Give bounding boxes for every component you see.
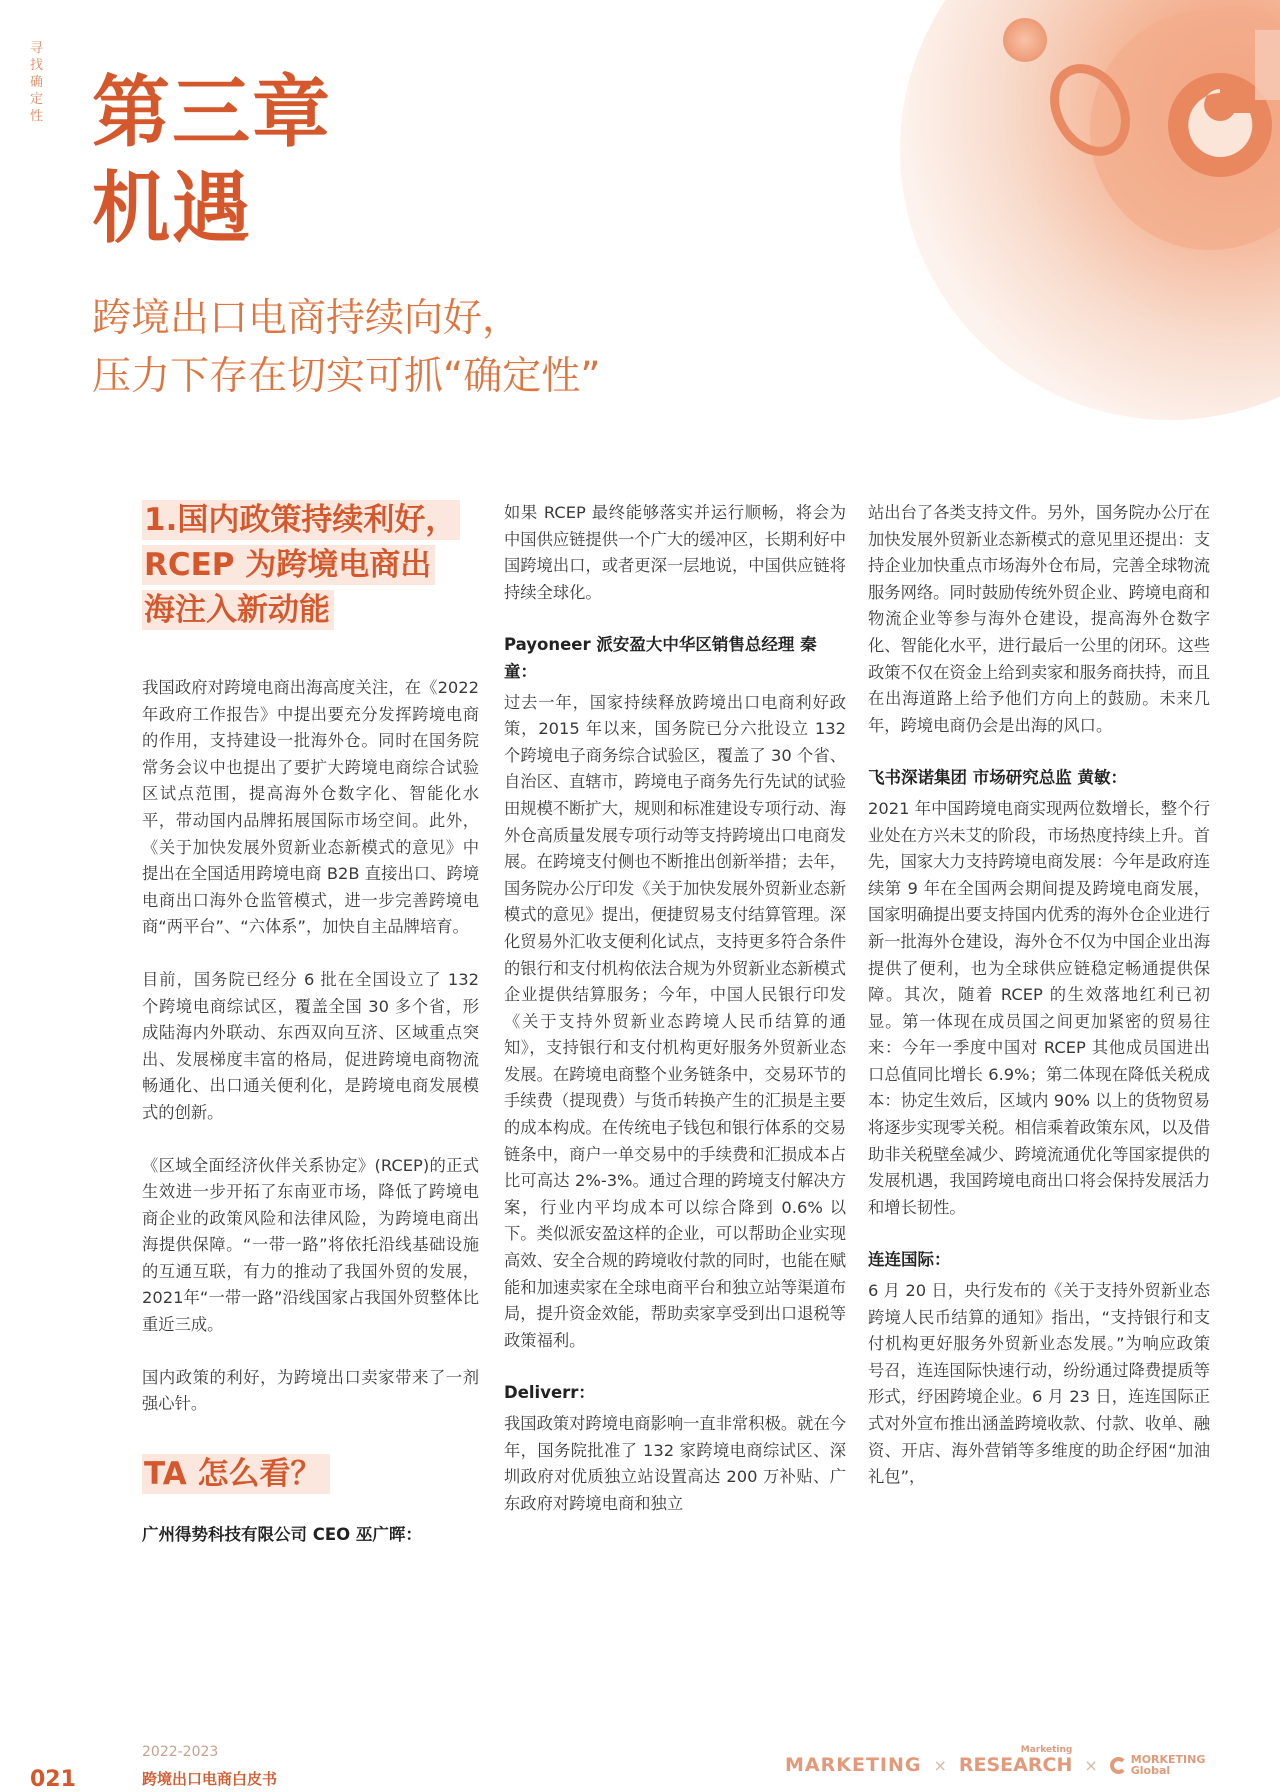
paragraph: 国内政策的利好，为跨境出口卖家带来了一剂强心针。 — [142, 1367, 479, 1414]
footer-year: 2022-2023 — [142, 1744, 219, 1760]
morketing-logo-icon — [1110, 1757, 1127, 1774]
subtitle-line-2: 压力下存在切实可抓“确定性” — [92, 354, 601, 399]
speaker-label: Payoneer 派安盈大中华区销售总经理 秦童： — [504, 635, 817, 681]
paragraph: 目前，国务院已经分 6 批在全国设立了 132 个跨境电商综试区，覆盖全国 30 多个省，形成陆海内外联动、东西双向互济、区域重点突出、发展梯度丰富的格局，促进跨境电商物流畅通化、出口通关便利化，是跨境电商发展模式的创新。 — [142, 969, 479, 1122]
morketing-logo-line-2: Global — [1130, 1764, 1171, 1777]
marketing-logo: MARKETING — [785, 1754, 922, 1776]
decorative-sphere-illustration — [880, 0, 1280, 470]
small-sphere — [1003, 18, 1047, 62]
paragraph: 6 月 20 日，央行发布的《关于支持外贸新业态跨境人民币结算的通知》指出，“支持银行和支付机构更好服务外贸新业态发展。”为响应政策号召，连连国际快速行动，纷纷通过降费提质等形式，纾困跨境企业。6 月 23 日，连连国际正式对外宣布推出涵盖跨境收款、付款、收单、融资、开店、海外营销等多维度的助企纾困“加油礼包”， — [868, 1281, 1210, 1487]
speaker-label: 飞书深诺集团 市场研究总监 黄敏： — [868, 768, 1127, 788]
chapter-subtitle — [92, 290, 600, 406]
morketing-logo-line-1: MORKETING — [1130, 1753, 1206, 1766]
speaker-label: Deliverr： — [504, 1383, 595, 1403]
page-number: 021 — [30, 1767, 76, 1792]
section-heading — [142, 500, 482, 635]
column-2 — [504, 500, 846, 1535]
paragraph: 我国政策对跨境电商影响一直非常积极。就在今年，国务院批准了 132 家跨境电商综试区、深圳政府对优质独立站设置高达 200 万补贴、广东政府对跨境电商和独立 — [504, 1414, 846, 1513]
section-heading-line-3: 海注入新动能 — [142, 590, 334, 630]
speaker-label: 广州得势科技有限公司 CEO 巫广晖： — [142, 1524, 422, 1544]
section-heading-line-1: 1.国内政策持续利好， — [142, 500, 460, 540]
side-tag: 寻找确定性 — [30, 41, 44, 124]
paragraph: 过去一年，国家持续释放跨境出口电商利好政策，2015 年以来，国务院已分六批设立 132 个跨境电子商务综合试验区，覆盖了 30 个省、自治区、直辖市，跨境电子商务先行先试的试验田规模不断扩大，规则和标准建设专项行动、海外仓高质量发展专项行动等支持跨境出口电商发展。在跨境支付侧也不断推出创新举措；去年，国务院办公厅印发《关于加快发展外贸新业态新模式的意见》提出，便捷贸易支付结算管理。深化贸易外汇收支便利化试点，支持更多符合条件的银行和支付机构依法合规为外贸新业态新模式企业提供结算服务；今年，中国人民银行印发《关于支持外贸新业态跨境人民币结算的通知》，支持银行和支付机构更好服务外贸新业态发展。在跨境电商整个业务链条中，交易环节的手续费（提现费）与货币转换产生的汇损是主要的成本构成。在传统电子钱包和银行体系的交易链条中，商户一单交易中的手续费和汇损成本占比可高达 2%-3%。通过合理的跨境支付解决方案，行业内平均成本可以综合降到 0.6% 以下。类似派安盈这样的企业，可以帮助企业实现高效、安全合规的跨境收付款的同时，也能在赋能和加速卖家在全球电商平台和独立站等渠道布局，提升资金效能，帮助卖家享受到出口退税等政策福利。 — [504, 692, 846, 1350]
paragraph: 我国政府对跨境电商出海高度关注，在《2022 年政府工作报告》中提出要充分发挥跨境电商的作用，支持建设一批海外仓。同时在国务院常务会议中也提出了要扩大跨境电商综合试验区试点范围，提高海外仓数字化、智能化水平，带动国内品牌拓展国际市场空间。此外，《关于加快发展外贸新业态新模式的意见》中提出在全国适用跨境电商 B2B 直接出口、跨境电商出口海外仓监管模式，进一步完善跨境电商“两平台”、“六体系”，加快自主品牌培育。 — [142, 678, 479, 937]
morketing-global-logo — [1110, 1754, 1206, 1776]
paragraph: 2021 年中国跨境电商实现两位数增长，整个行业处在方兴未艾的阶段，市场热度持续上升。首先，国家大力支持跨境电商发展：今年是政府连续第 9 年在全国两会期间提及跨境电商发展，国家明确提出要支持国内优秀的海外仓企业进行新一批海外仓建设，海外仓不仅为中国企业出海提供了便利，也为全球供应链稳定畅通提供保障。其次，随着 RCEP 的生效落地红利已初显。第一体现在成员国之间更加紧密的贸易往来：今年一季度中国对 RCEP 其他成员国进出口总值同比增长 6.9%；第二体现在降低关税成本：协定生效后，区域内 90% 以上的货物贸易将逐步实现零关税。相信乘着政策东风，以及借助非关税壁垒减少、跨境流通优化等国家提供的发展机遇，我国跨境电商出口将会保持发展活力和增长韧性。 — [868, 798, 1210, 1217]
footer-book-title: 跨境出口电商白皮书 — [142, 1770, 278, 1788]
paragraph: 《区域全面经济伙伴关系协定》(RCEP)的正式生效进一步开拓了东南亚市场，降低了跨境电商企业的政策风险和法律风险，为跨境电商出海提供保障。“一带一路”将依托沿线基础设施的互通互联，有力的推动了我国外贸的发展，2021年“一带一路”沿线国家占我国外贸整体比重近三成。 — [142, 1155, 479, 1335]
research-logo-small: Marketing — [1020, 1745, 1073, 1755]
ta-heading: TA 怎么看？ — [142, 1454, 330, 1494]
paragraph: 如果 RCEP 最终能够落实并运行顺畅，将会为中国供应链提供一个广大的缓冲区，长期利好中国跨境出口，或者更深一层地说，中国供应链将持续全球化。 — [504, 503, 846, 602]
block-shape — [1255, 30, 1280, 100]
paragraph: 站出台了各类支持文件。另外，国务院办公厅在加快发展外贸新业态新模式的意见里还提出：支持企业加快重点市场海外仓布局，完善全球物流服务网络。同时鼓励传统外贸企业、跨境电商和物流企业等参与海外仓建设，提高海外仓数字化、智能化水平，进行最后一公里的闭环。这些政策不仅在资金上给到卖家和服务商扶持，而且在出海道路上给予他们方向上的鼓励。未来几年，跨境电商仍会是出海的风口。 — [868, 503, 1210, 735]
logo-separator: × — [1084, 1755, 1098, 1775]
speaker-label: 连连国际： — [868, 1250, 951, 1270]
research-logo — [958, 1745, 1073, 1776]
column-3 — [868, 500, 1210, 1509]
section-heading-line-2: RCEP 为跨境电商出 — [142, 545, 435, 585]
logo-separator: × — [933, 1755, 947, 1775]
chapter-number: 第三章 — [92, 68, 333, 158]
chapter-title: 机遇 — [92, 164, 253, 254]
subtitle-line-1: 跨境出口电商持续向好， — [92, 296, 522, 341]
footer-logos — [785, 1745, 1206, 1777]
research-logo-text: RESEARCH — [958, 1754, 1073, 1776]
column-1 — [142, 500, 479, 1552]
